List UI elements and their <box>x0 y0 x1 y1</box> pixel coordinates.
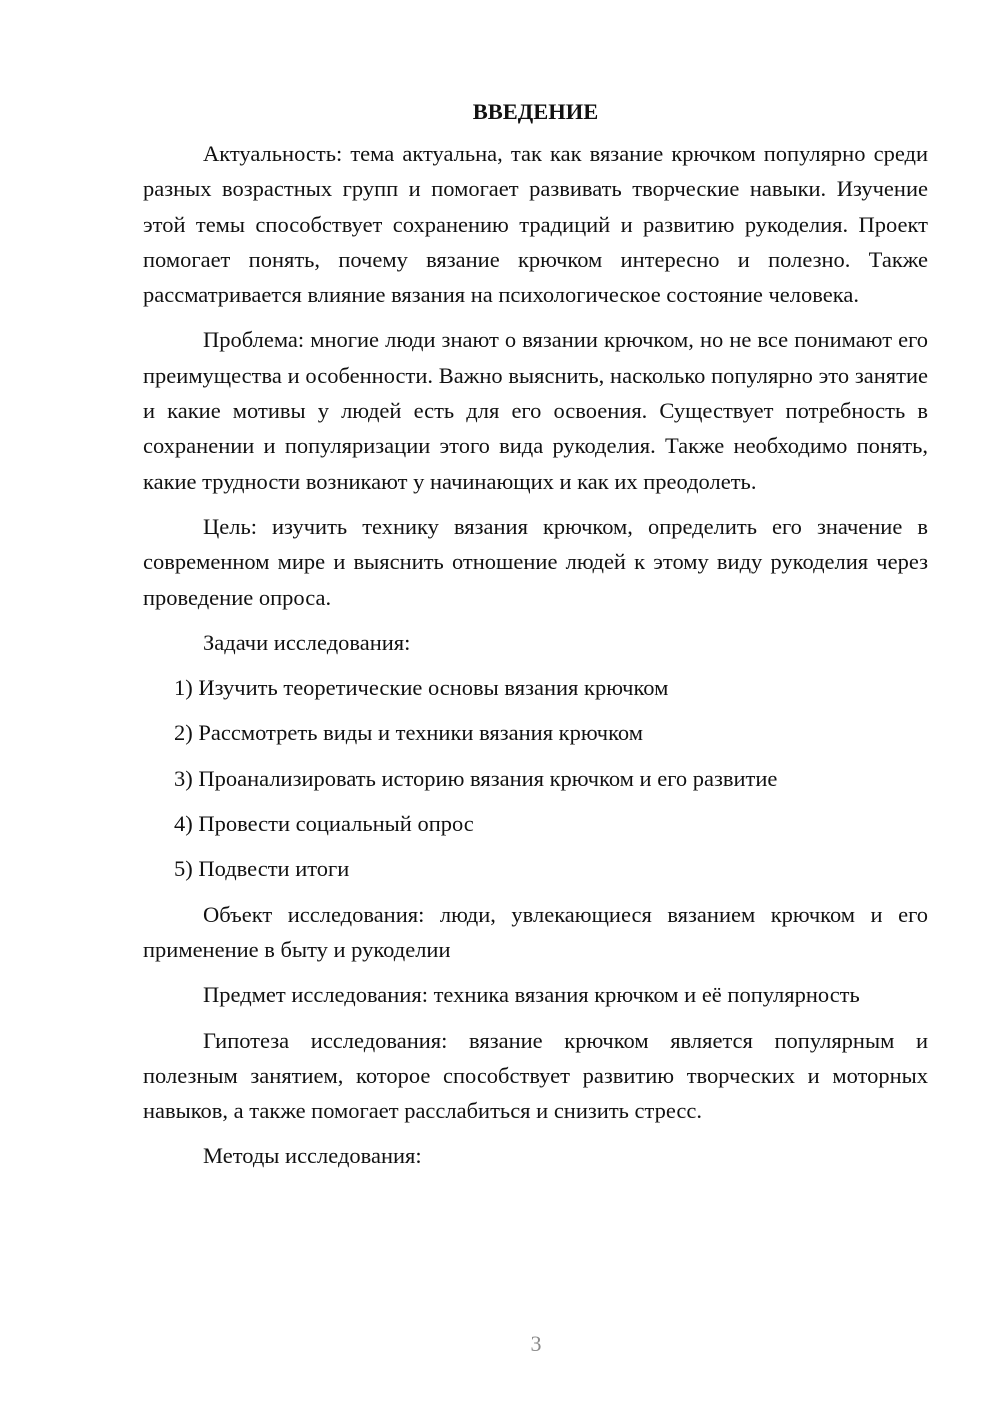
tasks-heading: Задачи исследования: <box>203 629 411 655</box>
task-item-5: 5) Подвести итоги <box>174 856 350 882</box>
relevance-paragraph: Актуальность: тема актуальна, так как вязание крючком популярно среди разных возрастных групп и помогает развивать творческие навыки. Изучение этой темы способствует сохранению традиций и развитию рукоделия. Проект помогает понять, почему вязание крючком интересно и полезно. Также рассматривается влияние вязания на психологическое состояние человека. <box>143 141 928 308</box>
page-title: ВВЕДЕНИЕ <box>472 99 599 124</box>
task-item-1: 1) Изучить теоретические основы вязания крючком <box>174 675 669 701</box>
object-paragraph: Объект исследования: люди, увлекающиеся вязанием крючком и его применение в быту и рукоделии <box>143 901 928 962</box>
methods-heading: Методы исследования: <box>203 1143 422 1169</box>
task-list <box>143 670 928 886</box>
document-page <box>143 92 928 1184</box>
task-item-3: 3) Проанализировать историю вязания крючком и его развитие <box>174 765 778 791</box>
task-item-2: 2) Рассмотреть виды и техники вязания крючком <box>174 720 643 746</box>
goal-paragraph: Цель: изучить технику вязания крючком, определить его значение в современном мире и выяснить отношение людей к этому виду рукоделия через проведение опроса. <box>143 513 928 610</box>
hypothesis-paragraph: Гипотеза исследования: вязание крючком является популярным и полезным занятием, которое способствует развитию творческих и моторных навыков, а также помогает расслабиться и снизить стресс. <box>143 1027 928 1124</box>
page-number: 3 <box>530 1331 542 1356</box>
task-item-4: 4) Провести социальный опрос <box>174 811 474 837</box>
problem-paragraph: Проблема: многие люди знают о вязании крючком, но не все понимают его преимущества и особенности. Важно выяснить, насколько популярно это занятие и какие мотивы у людей есть для его освоения. Существует потребность в сохранении и популяризации этого вида рукоделия. Также необходимо понять, какие трудности возникают у начинающих и как их преодолеть. <box>143 327 928 494</box>
subject-paragraph: Предмет исследования: техника вязания крючком и её популярность <box>203 982 860 1008</box>
